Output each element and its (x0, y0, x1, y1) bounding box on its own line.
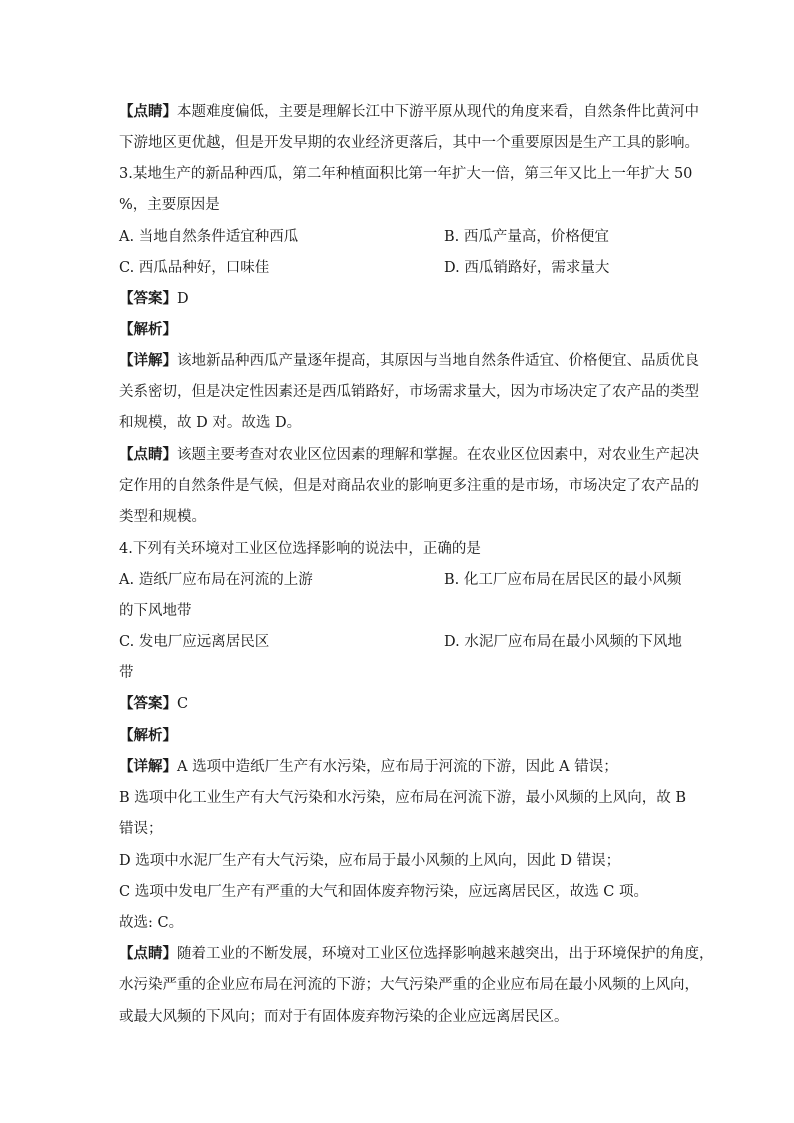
q4-detail-line-6: 故选: C。 (119, 915, 184, 931)
q3-option-d: D. 西瓜销路好，需求量大 (444, 260, 610, 276)
q4-detail-line-4: D 选项中水泥厂生产有大气污染，应布局于最小风频的上风向，因此 D 错误； (119, 853, 621, 869)
q4-comment-line-2: 水污染严重的企业应布局在河流的下游；大气污染严重的企业应布局在最小风频的上风向， (119, 977, 699, 993)
q3-comment-line-1 (119, 445, 699, 465)
q4-detail-line-3: 错误； (119, 821, 163, 837)
comment-tag: 【点睛】 (119, 103, 177, 120)
comment-tag: 【点睛】 (119, 446, 177, 463)
q3-option-c: C. 西瓜品种好，口味佳 (119, 260, 270, 276)
answer-tag: 【答案】 (119, 695, 177, 712)
q4-detail-line-2: B 选项中化工业生产有大气污染和水污染，应布局在河流下游，最小风频的上风向，故 B (119, 790, 687, 806)
q4-detail-line-1 (119, 757, 679, 777)
analysis-tag: 【解析】 (119, 727, 177, 744)
q3-stem-line-2: %，主要原因是 (119, 197, 220, 213)
q3-answer-value: D (177, 291, 189, 307)
q3-analysis-heading (119, 320, 679, 340)
q4-detail-text-1: A 选项中造纸厂生产有水污染，应布局于河流的下游，因此 A 错误； (177, 759, 618, 775)
q4-option-a: A. 造纸厂应布局在河流的上游 (119, 572, 313, 588)
q4-detail-line-5: C 选项中发电厂生产有严重的大气和固体废弃物污染，应远离居民区，故选 C 项。 (119, 884, 649, 900)
q3-detail-line-3: 和规模，故 D 对。故选 D。 (119, 415, 302, 431)
q4-option-d-line-1: D. 水泥厂应布局在最小风频的下风地 (444, 634, 682, 650)
q3-detail-line-2: 关系密切，但是决定性因素还是西瓜销路好，市场需求量大，因为市场决定了农产品的类型 (119, 384, 699, 400)
q4-option-c: C. 发电厂应远离居民区 (119, 634, 270, 650)
answer-tag: 【答案】 (119, 290, 177, 307)
q3-comment-text-1: 该题主要考查对农业区位因素的理解和掌握。在农业区位因素中，对农业生产起决 (177, 447, 699, 463)
detail-tag: 【详解】 (119, 352, 177, 369)
detail-tag: 【详解】 (119, 758, 177, 775)
q2-comment-line-1 (119, 102, 699, 122)
comment-tag: 【点睛】 (119, 945, 177, 962)
q2-comment-line-2: 下游地区更优越，但是开发早期的农业经济更落后，其中一个重要原因是生产工具的影响。 (119, 135, 699, 151)
q4-answer-line (119, 694, 679, 714)
q4-option-d-line-2: 带 (119, 665, 134, 681)
q3-answer-line (119, 289, 679, 309)
q3-option-a: A. 当地自然条件适宜种西瓜 (119, 229, 299, 245)
q4-comment-line-1 (119, 944, 714, 964)
q3-comment-line-2: 定作用的自然条件是气候，但是对商品农业的影响更多注重的是市场，市场决定了农产品的 (119, 478, 699, 494)
q2-comment-text-1: 本题难度偏低，主要是理解长江中下游平原从现代的角度来看，自然条件比黄河中 (177, 104, 699, 120)
q4-comment-line-3: 或最大风频的下风向；而对于有固体废弃物污染的企业应远离居民区。 (119, 1009, 569, 1025)
q3-option-b: B. 西瓜产量高，价格便宜 (444, 229, 609, 245)
q4-option-b-line-2: 的下风地带 (119, 603, 192, 619)
q3-detail-text-1: 该地新品种西瓜产量逐年提高，其原因与当地自然条件适宜、价格便宜、品质优良 (177, 353, 699, 369)
q4-option-b-line-1: B. 化工厂应布局在居民区的最小风频 (444, 572, 682, 588)
q4-analysis-heading (119, 726, 679, 746)
q4-answer-value: C (177, 696, 189, 712)
q3-stem-line-1: 3.某地生产的新品种西瓜，第二年种植面积比第一年扩大一倍，第三年又比上一年扩大 50 (119, 166, 693, 182)
q3-detail-line-1 (119, 351, 699, 371)
q3-comment-line-3: 类型和规模。 (119, 509, 206, 525)
q4-comment-text-1: 随着工业的不断发展，环境对工业区位选择影响越来越突出，出于环境保护的角度， (177, 946, 714, 962)
analysis-tag: 【解析】 (119, 321, 177, 338)
q4-stem: 4.下列有关环境对工业区位选择影响的说法中，正确的是 (119, 541, 481, 557)
